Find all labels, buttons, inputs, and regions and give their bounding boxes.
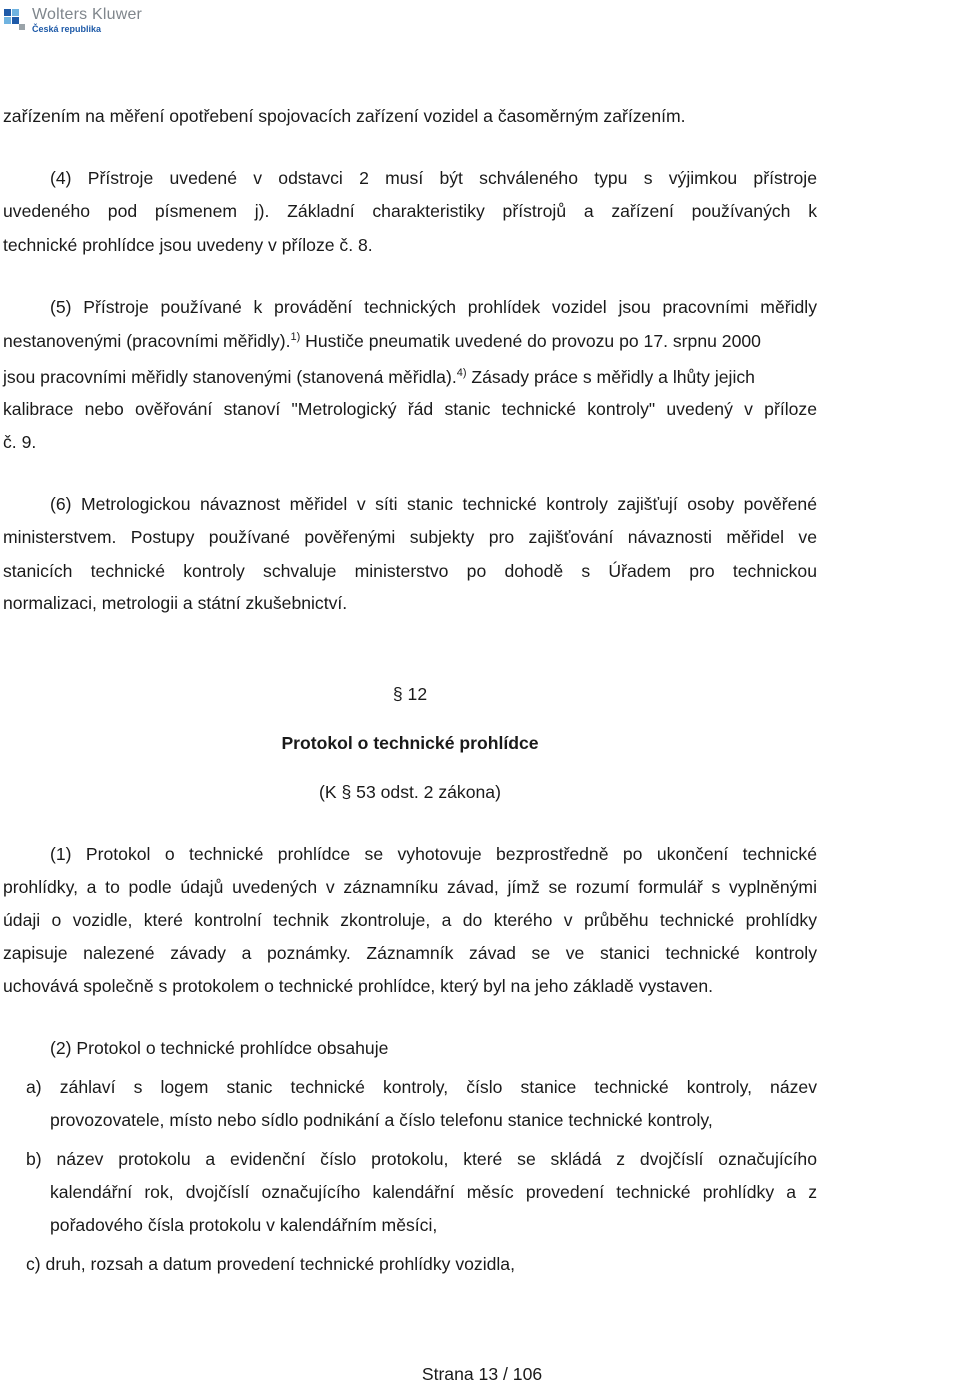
paragraph-5-line-3 xyxy=(3,366,817,388)
list-item-b-line-1: b) název protokolu a evidenční číslo protokolu, které se skládá z dvojčíslí označujícího xyxy=(26,1149,817,1169)
paragraph-5-line-4: kalibrace nebo ověřování stanoví "Metrologický řád stanic technické kontroly" uvedený v příloze xyxy=(3,399,817,419)
list-item-c-line-1: c) druh, rozsah a datum provedení technické prohlídky vozidla, xyxy=(26,1254,515,1274)
paragraph-5-line-1: (5) Přístroje používané k provádění technických prohlídek vozidel jsou pracovními měřidly xyxy=(50,297,817,317)
text-run: nestanovenými (pracovními měřidly). xyxy=(3,331,291,351)
paragraph-6-line-3: stanicích technické kontroly schvaluje ministerstvo po dohodě s Úřadem pro technickou xyxy=(3,561,817,581)
wolters-kluwer-logo-icon xyxy=(4,9,26,31)
paragraph-6-line-1: (6) Metrologickou návaznost měřidel v síti stanic technické kontroly zajišťují osoby pověřené xyxy=(50,494,817,514)
page-number: Strana 13 / 106 xyxy=(421,1364,543,1384)
paragraph-4-line-3: technické prohlídce jsou uvedeny v příloze č. 8. xyxy=(3,235,373,255)
text-run: Hustiče pneumatik uvedené do provozu po 17. srpnu 2000 xyxy=(300,331,761,351)
s12-paragraph-1-line-5: uchovává společně s protokolem o technické prohlídce, který byl na jeho základě vystaven. xyxy=(3,976,714,996)
list-item-b-line-2: kalendářní rok, dvojčíslí označujícího kalendářní měsíc provedení technické prohlídky a z xyxy=(50,1182,817,1202)
list-item-b-line-3: pořadového čísla protokolu v kalendářním měsíci, xyxy=(50,1215,438,1235)
list-item-a-line-1: a) záhlaví s logem stanic technické kontroly, číslo stanice technické kontroly, název xyxy=(26,1077,817,1097)
logo-brand-name: Wolters Kluwer xyxy=(32,5,143,23)
footnote-ref: 1) xyxy=(290,331,301,343)
s12-paragraph-1-line-1: (1) Protokol o technické prohlídce se vyhotovuje bezprostředně po ukončení technické xyxy=(50,844,817,864)
paragraph-4-line-1: (4) Přístroje uvedené v odstavci 2 musí být schváleného typu s výjimkou přístroje xyxy=(50,168,817,188)
paragraph-5-line-5: č. 9. xyxy=(3,432,37,452)
logo-subbrand: Česká republika xyxy=(32,23,102,34)
s12-paragraph-1-line-3: údaji o vozidle, které kontrolní technik zkontroluje, a do kterého v průběhu technické prohlídky xyxy=(3,910,817,930)
paragraph-6-line-4: normalizaci, metrologii a státní zkušebnictví. xyxy=(3,593,348,613)
s12-paragraph-2-intro: (2) Protokol o technické prohlídce obsahuje xyxy=(50,1038,389,1058)
text-run: Zásady práce s měřidly a lhůty jejich xyxy=(466,367,755,387)
paragraph-line: zařízením na měření opotřebení spojovacích zařízení vozidel a časoměrným zařízením. xyxy=(3,106,686,126)
paragraph-6-line-2: ministerstvem. Postupy používané pověřenými subjekty pro zajišťování návaznosti měřidel ve xyxy=(3,527,817,547)
text-run: jsou pracovními měřidly stanovenými (stanovená měřidla). xyxy=(3,367,457,387)
list-item-a-line-2: provozovatele, místo nebo sídlo podnikání a číslo telefonu stanice technické kontroly, xyxy=(50,1110,713,1130)
s12-paragraph-1-line-2: prohlídky, a to podle údajů uvedených v záznamníku závad, jímž se rozumí formulář s vyplněnými xyxy=(3,877,817,897)
footnote-ref: 4) xyxy=(456,367,467,379)
s12-paragraph-1-line-4: zapisuje nalezené závady a poznámky. Záznamník závad se ve stanici technické kontroly xyxy=(3,943,817,963)
paragraph-5-line-2 xyxy=(3,330,817,352)
section-title: Protokol o technické prohlídce xyxy=(281,733,539,753)
section-number: § 12 xyxy=(392,684,428,704)
section-reference: (K § 53 odst. 2 zákona) xyxy=(319,782,501,802)
paragraph-4-line-2: uvedeného pod písmenem j). Základní charakteristiky přístrojů a zařízení používaných k xyxy=(3,201,817,221)
publisher-logo xyxy=(4,4,142,36)
